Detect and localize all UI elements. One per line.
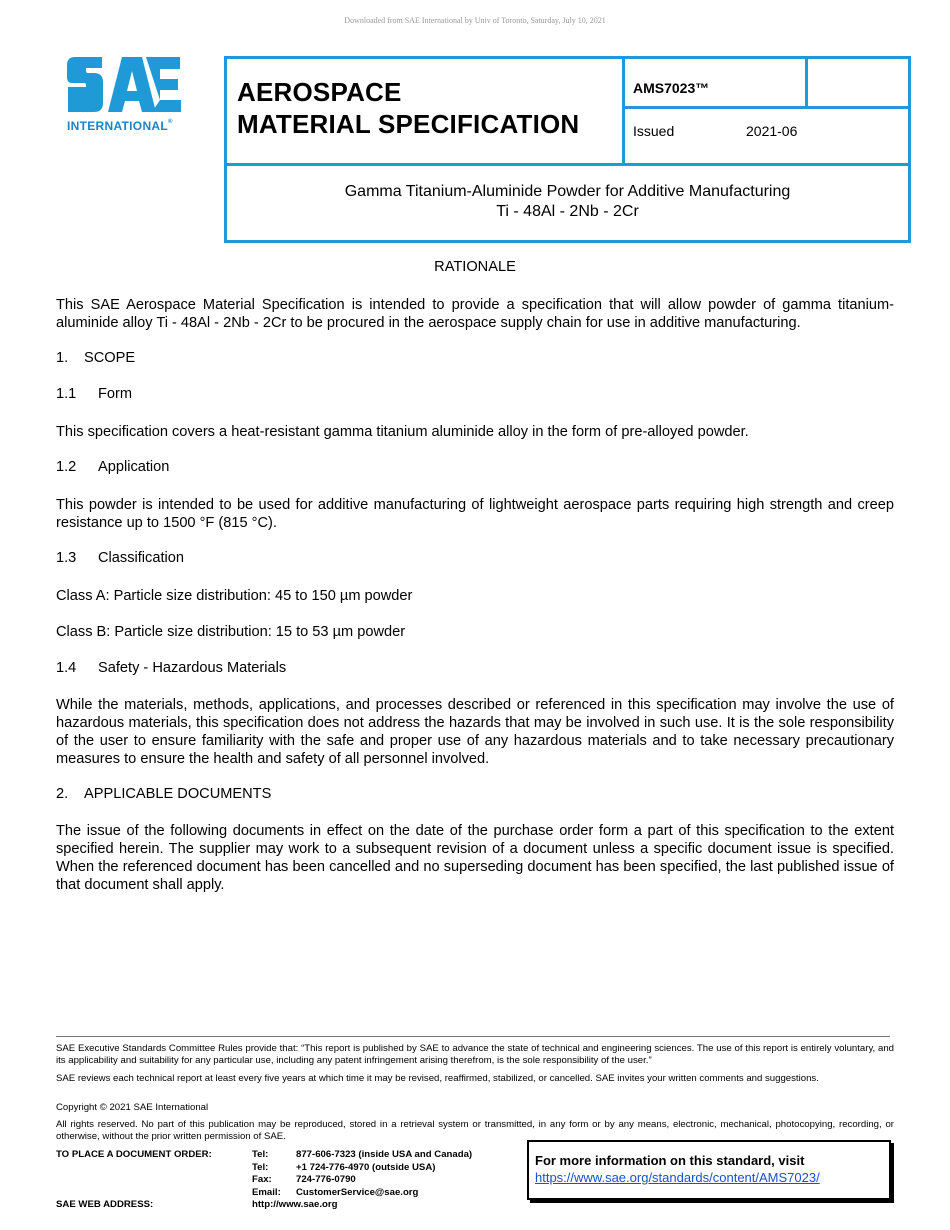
subtitle-line1: Gamma Titanium-Aluminide Powder for Additive Manufacturing — [344, 183, 791, 200]
footer-rule — [56, 1036, 890, 1037]
section-2-text: The issue of the following documents in effect on the date of the purchase order form a part of this specification to the extent specified herein. The supplier may work to a subsequent revision of a document unless a specific document issue is specified. When the referenced document has been cancelled and no superseding document has been specified, the last published issue of that document shall apply. — [56, 823, 894, 893]
section-1-1-title: Form — [98, 386, 133, 402]
section-1-4-number: 1.4 — [56, 660, 77, 676]
standard-link[interactable]: https://www.sae.org/standards/content/AMS7023/ — [535, 1170, 820, 1185]
spec-title-line2: MATERIAL SPECIFICATION — [237, 109, 580, 139]
document-number: AMS7023™ — [633, 80, 710, 96]
section-1-1-number: 1.1 — [56, 386, 77, 402]
rationale-heading: RATIONALE — [434, 259, 516, 275]
section-2-title: APPLICABLE DOCUMENTS — [84, 786, 272, 802]
web-value[interactable]: http://www.sae.org — [252, 1199, 338, 1210]
section-1-2-text: This powder is intended to be used for additive manufacturing of lightweight aerospace parts requiring high strength and creep resistance up to 1500 °F (815 °C). — [56, 497, 894, 531]
issued-date: 2021-06 — [746, 123, 798, 139]
rationale-text: This SAE Aerospace Material Specification is intended to provide a specification that will allow powder of gamma titanium-aluminide alloy Ti - 48Al - 2Nb - 2Cr to be procured in the aerospace supply chain for use in additive manufacturing. — [56, 297, 894, 331]
fax-value: 724-776-0790 — [296, 1174, 356, 1185]
footer-rules-text: SAE Executive Standards Committee Rules provide that: “This report is published by SAE to advance the state of technical and engineering sciences. The use of this report is entirely voluntary, and its applicability and suitability for any particular use, including any patent infringement arising therefrom, is the sole responsibility of the user.” — [56, 1043, 894, 1066]
section-1-3-number: 1.3 — [56, 550, 77, 566]
download-note: Downloaded from SAE International by Univ of Toronto, Saturday, July 10, 2021 — [344, 16, 606, 25]
section-1-2-number: 1.2 — [56, 459, 77, 475]
web-label: SAE WEB ADDRESS: — [56, 1199, 154, 1210]
section-1-4-text: While the materials, methods, applications, and processes described or referenced in this specification may involve the use of hazardous materials, this specification does not address the hazards that may be involved in such use. It is the sole responsibility of the user to ensure familiarity with the safe and proper use of any hazardous materials and to take necessary precautionary measures to ensure the health and safety of all personnel involved. — [56, 697, 894, 767]
spec-title-line1: AEROSPACE — [237, 77, 402, 107]
footer-review-text: SAE reviews each technical report at least every five years at which time it may be revised, reaffirmed, stabilized, or cancelled. SAE invites your written comments and suggestions. — [56, 1073, 819, 1084]
section-1-title: SCOPE — [84, 350, 136, 366]
header-divider — [622, 106, 908, 109]
subtitle-line2: Ti - 48Al - 2Nb - 2Cr — [496, 203, 639, 220]
tel-label: Tel: — [252, 1149, 269, 1160]
tel-value: 877-606-7323 (inside USA and Canada) — [296, 1149, 473, 1160]
tel2-value: +1 724-776-4970 (outside USA) — [296, 1162, 436, 1173]
email-value[interactable]: CustomerService@sae.org — [296, 1187, 419, 1198]
section-1-4-title: Safety - Hazardous Materials — [98, 660, 287, 676]
fax-label: Fax: — [252, 1174, 272, 1185]
more-info-title: For more information on this standard, visit — [535, 1153, 805, 1168]
section-1-1-text: This specification covers a heat-resistant gamma titanium aluminide alloy in the form of pre-alloyed powder. — [56, 424, 749, 440]
header-divider — [805, 56, 808, 108]
email-label: Email: — [252, 1187, 281, 1198]
tel2-label: Tel: — [252, 1162, 269, 1173]
section-1-3-title: Classification — [98, 550, 184, 566]
header-divider — [622, 56, 625, 166]
issued-label: Issued — [633, 123, 675, 139]
header-divider — [224, 163, 908, 166]
order-label: TO PLACE A DOCUMENT ORDER: — [56, 1149, 212, 1160]
section-1-number: 1. — [56, 350, 69, 366]
section-2-number: 2. — [56, 786, 69, 802]
class-b-text: Class B: Particle size distribution: 15 to 53 µm powder — [56, 624, 406, 640]
footer-rights-text: All rights reserved. No part of this publication may be reproduced, stored in a retrieval system or transmitted, in any form or by any means, electronic, mechanical, photocopying, recording, or otherwise, without the prior written permission of SAE. — [56, 1119, 894, 1142]
class-a-text: Class A: Particle size distribution: 45 to 150 µm powder — [56, 588, 413, 604]
logo-international-text: INTERNATIONAL® — [67, 119, 173, 133]
section-1-2-title: Application — [98, 459, 170, 475]
footer-copyright: Copyright © 2021 SAE International — [56, 1102, 209, 1113]
